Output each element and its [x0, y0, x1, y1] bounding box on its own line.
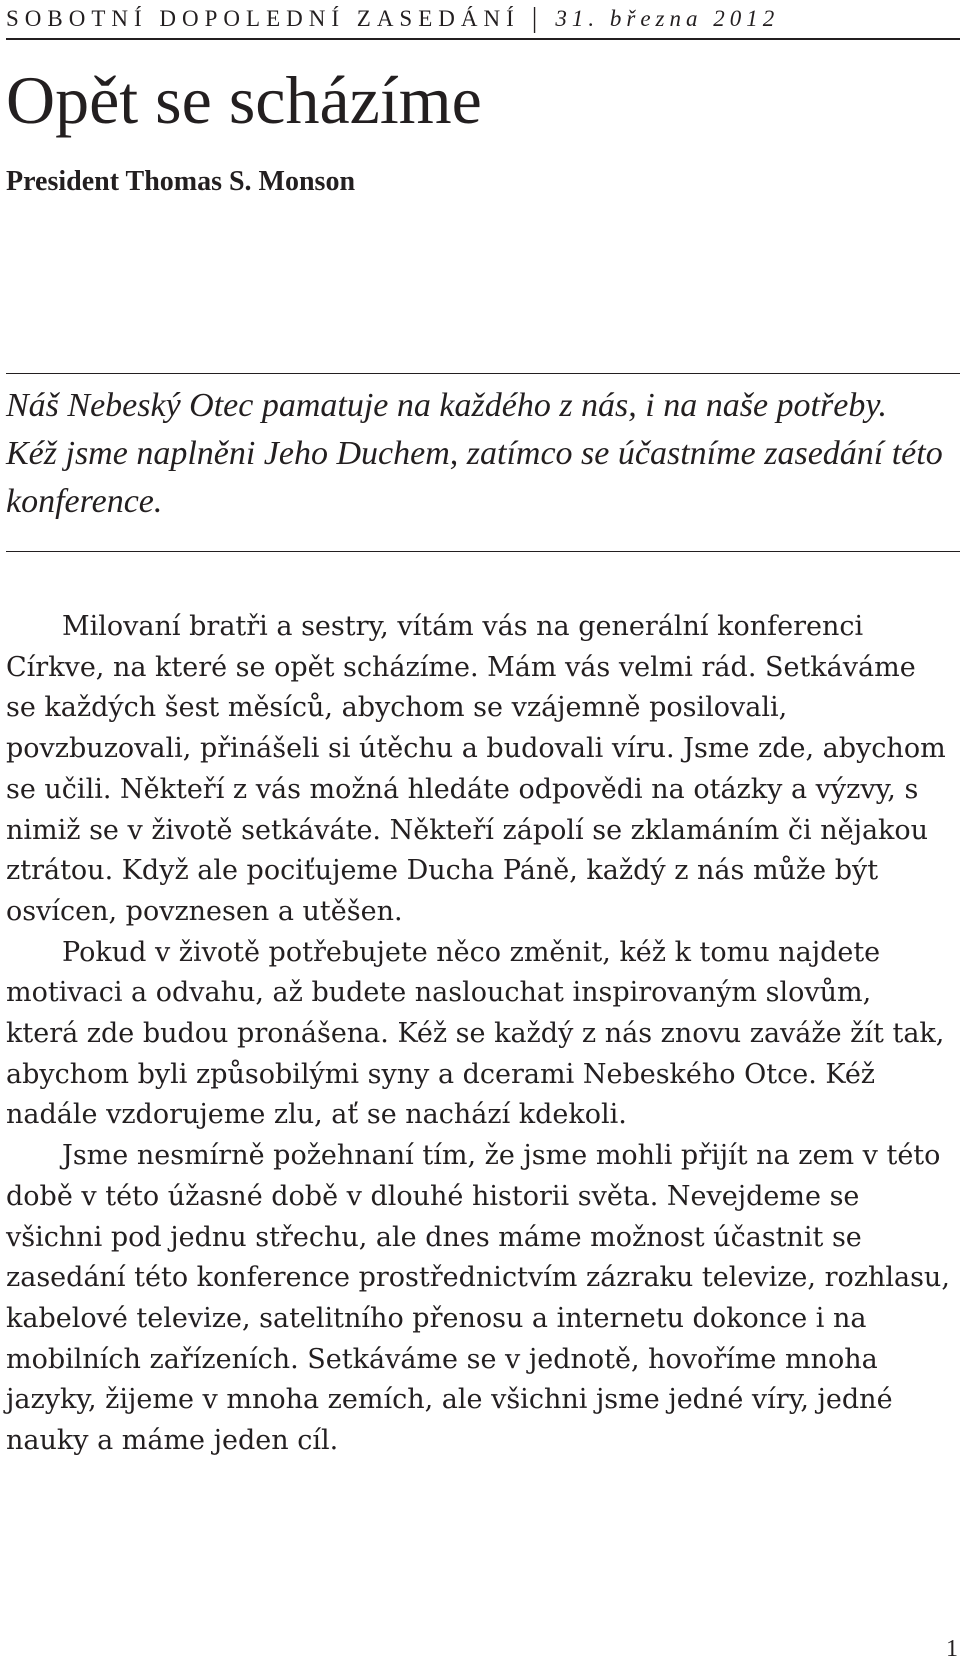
session-date: 31. března 2012 — [555, 6, 780, 31]
body-paragraph: Jsme nesmírně požehnaní tím, že jsme mohli přijít na zem v této době v této úžasné době v dlouhé historii světa. Nevejdeme se všichni pod jednu střechu, ale dnes máme možnost účastnit se zasedání této konference prostřednictvím zázraku televize, rozhlasu, kabelové televize, satelitního přenosu a internetu dokonce i na mobilních zařízeních. Setkáváme se v jednotě, hovoříme mnoha jazyky, žijeme v mnoha zemích, ale všichni jsme jedné víry, jedné nauky a máme jeden cíl. — [6, 1140, 950, 1457]
article-title: Opět se scházíme — [6, 62, 482, 138]
lead-top-divider — [6, 373, 960, 374]
session-name: SOBOTNÍ DOPOLEDNÍ ZASEDÁNÍ — [6, 6, 520, 31]
running-header — [6, 4, 960, 40]
body-paragraph: Milovaní bratři a sestry, vítám vás na generální konferenci Církve, na které se opět scházíme. Mám vás velmi rád. Setkáváme se každých šest měsíců, abychom se vzájemně posilovali, povzbuzovali, přinášeli si útěchu a budovali víru. Jsme zde, abychom se učili. Někteří z vás možná hledáte odpovědi na otázky a výzvy, s nimiž se v životě setkáváte. Někteří zápolí se zklamáním či nějakou ztrátou. Když ale pociťujeme Ducha Páně, každý z nás může být osvícen, povznesen a utěšen. — [6, 611, 946, 927]
article-author: President Thomas S. Monson — [6, 166, 356, 197]
article-lead: Náš Nebeský Otec pamatuje na každého z nás, i na naše potřeby. Kéž jsme naplněni Jeho Duchem, zatímco se účastníme zasedání této konference. — [6, 387, 943, 520]
page-number: 1 — [946, 1636, 958, 1662]
header-separator: | — [531, 3, 538, 34]
body-paragraph: Pokud v životě potřebujete něco změnit, kéž k tomu najdete motivaci a odvahu, až budete naslouchat inspirovaným slovům, která zde budou pronášena. Kéž se každý z nás znovu zaváže žít tak, abychom byli způsobilými syny a dcerami Nebeského Otce. Kéž nadále vzdorujeme zlu, ať se nachází kdekoli. — [6, 936, 945, 1131]
lead-bottom-divider — [6, 551, 960, 552]
article-body — [6, 607, 951, 1462]
